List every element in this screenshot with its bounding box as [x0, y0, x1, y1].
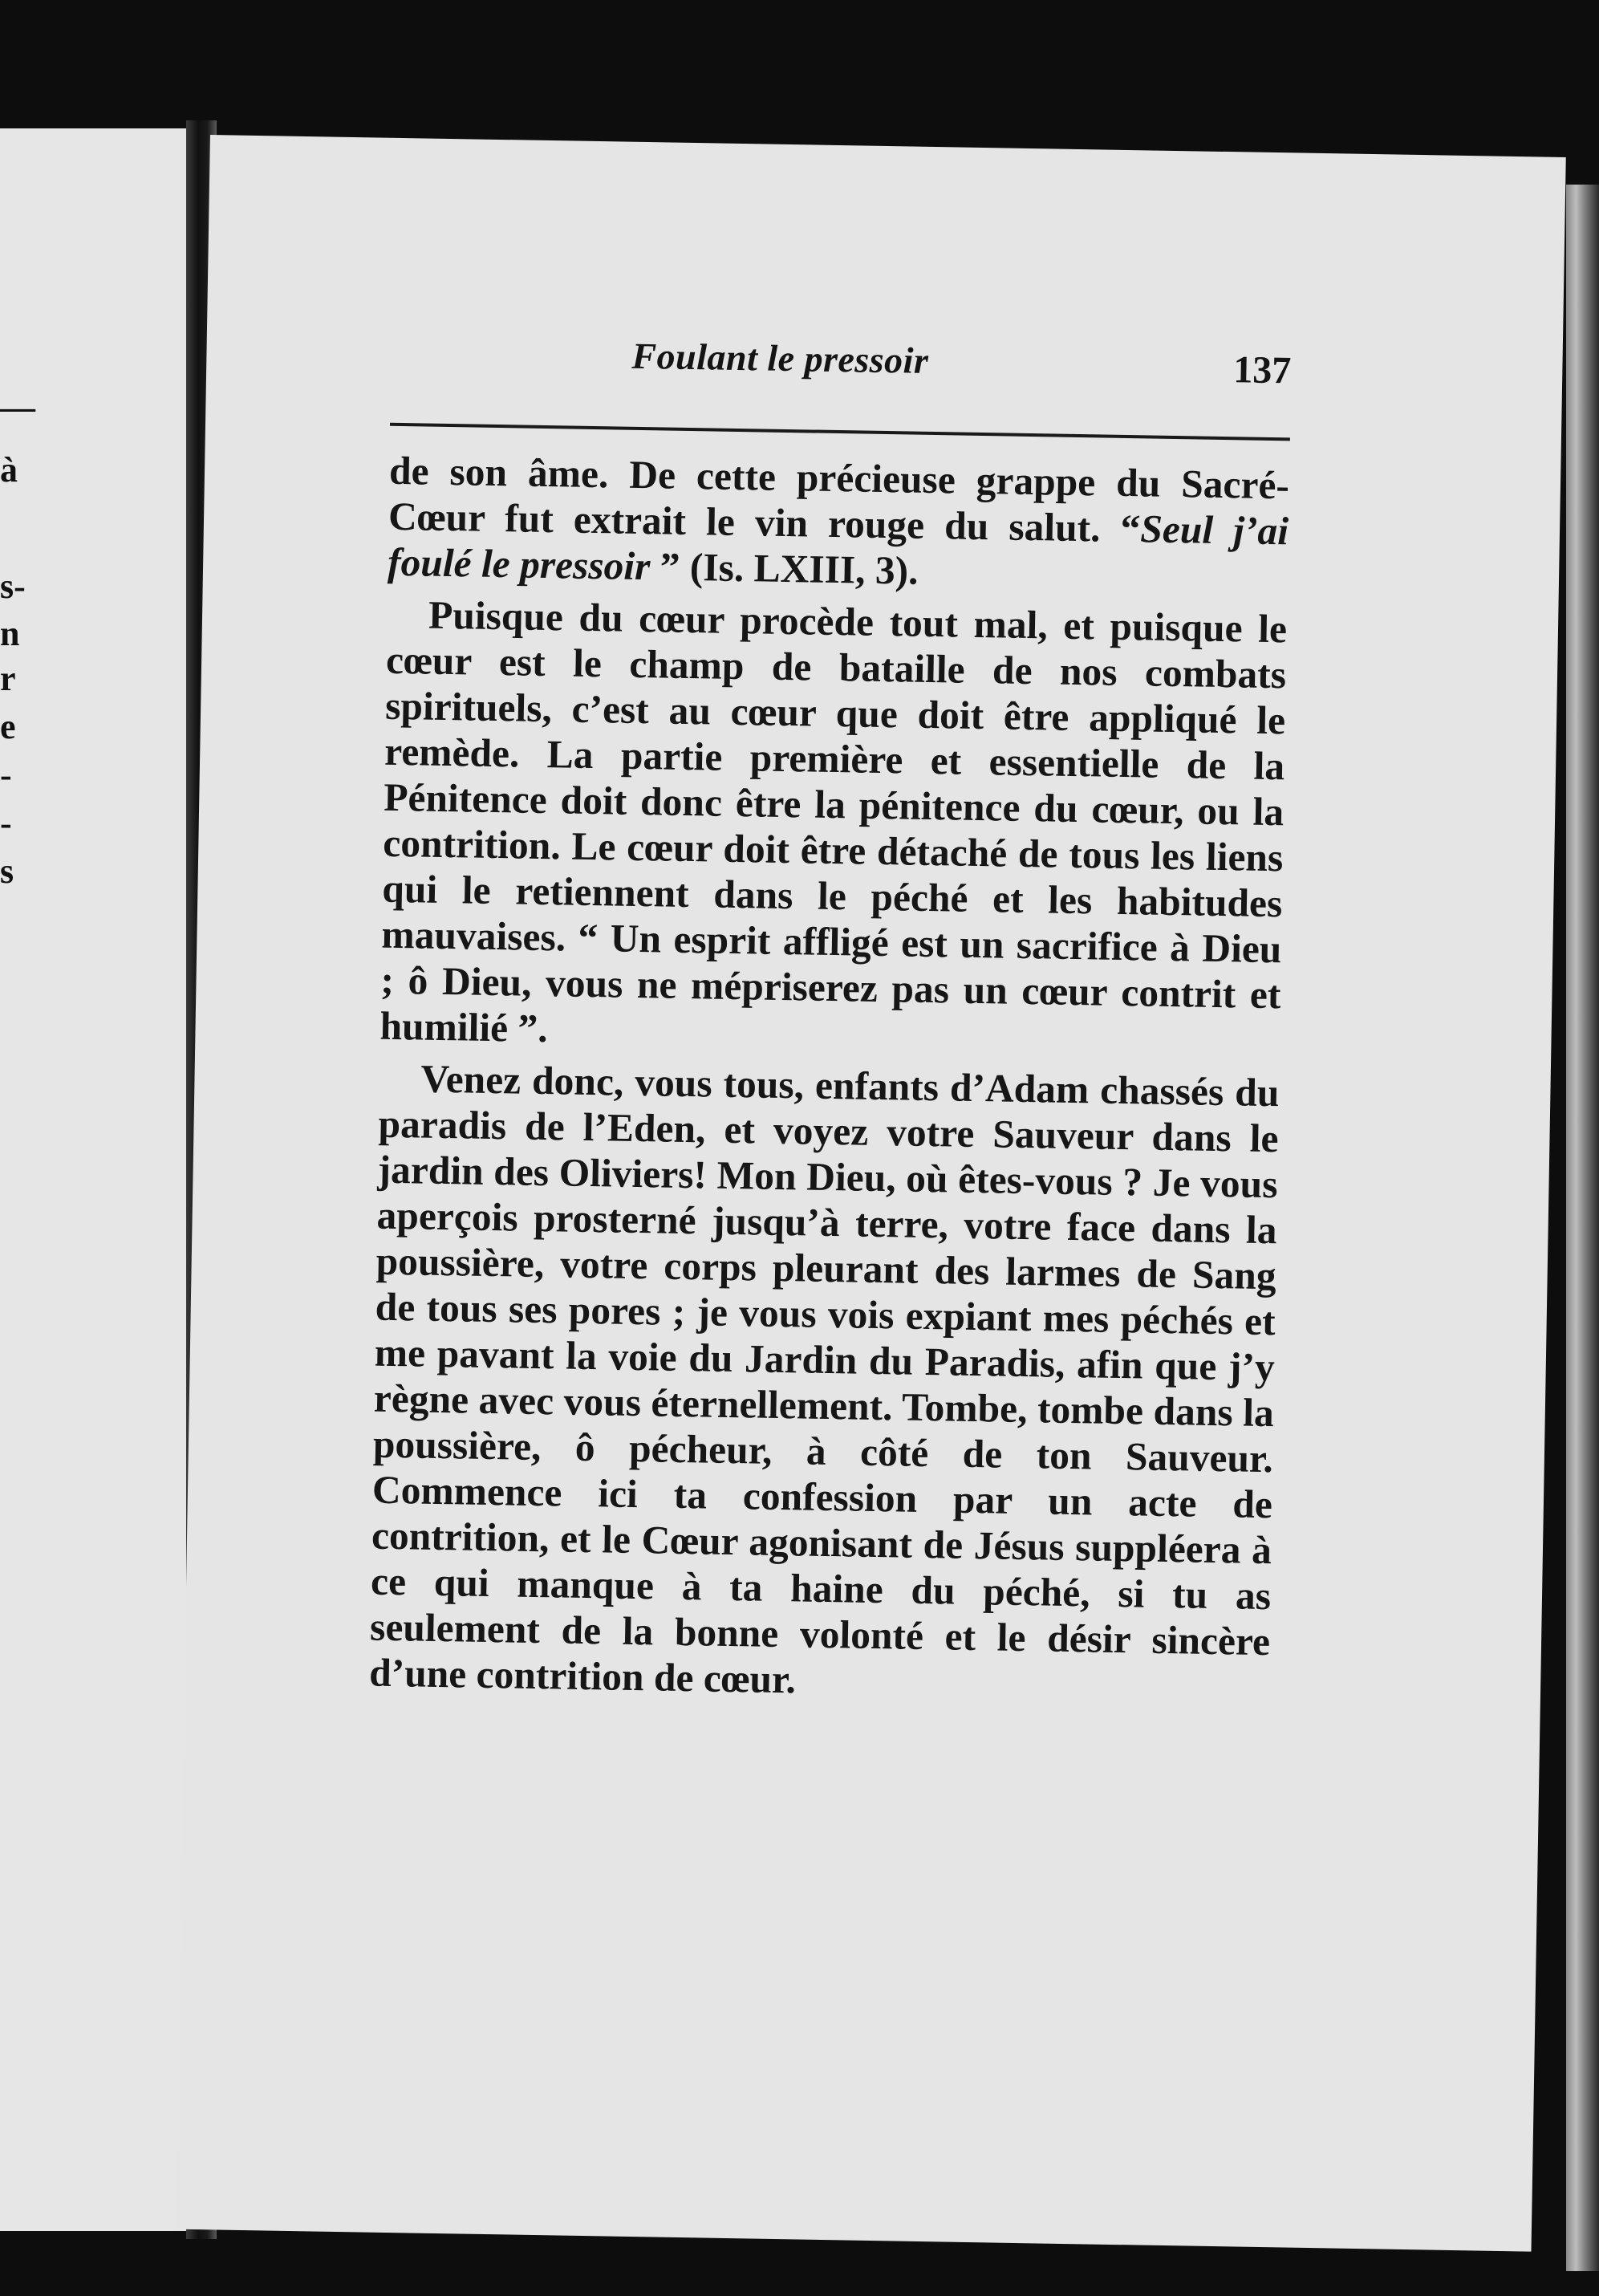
paragraph-3: Venez donc, vous tous, enfants d’Adam chassés du paradis de l’Eden, et voyez votre Sauveur dans le jardin des Oliviers! Mon Dieu, où êtes-vous ? Je vous aperçois prosterné jusqu’à terre, votre face dans la poussière, votre corps pleurant des larmes de Sang de tous ses pores ; je vous vois expiant mes péchés et me pavant la voie du Jardin du Paradis, afin que j’y règne avec vous éternellement. Tombe, tombe dans la poussière, ô pécheur, à côté de ton Sauveur. Commence ici ta confession par un acte de contrition, et le Cœur agonisant de Jésus suppléera à ce qui manque à ta haine du péché, si tu as seulement de la bonne volonté et le désir sincère d’une contrition de cœur. — [368, 1056, 1280, 1702]
left-fragment: - — [0, 755, 12, 794]
header-rule — [390, 423, 1290, 441]
paragraph-2: Puisque du cœur procède tout mal, et puisque le cœur est le champ de bataille de nos combats spirituels, c’est au cœur que doit être appliqué le remède. La partie première et essentielle de la Pénitence doit donc être la pénitence du cœur, ou la contrition. Le cœur doit être détaché de tous les liens qui le retiennent dans le péché et les habitudes mauvaises. “ Un esprit affligé est un sacrifice à Dieu ; ô Dieu, vous ne mépriserez pas un cœur contrit et humilié ”. — [379, 592, 1288, 1051]
running-title: Foulant le pressoir — [631, 335, 929, 381]
left-fragment: n — [0, 614, 20, 653]
right-page — [176, 135, 1566, 2252]
left-fragment: s- — [0, 567, 26, 606]
paragraph-1-text-b: ” (Is. LXIII, 3). — [659, 544, 919, 593]
paragraph-1 — [388, 448, 1290, 600]
running-head — [391, 331, 1292, 402]
left-fragment: — — [0, 388, 35, 427]
left-fragment: à — [0, 450, 18, 490]
paragraph-1-italic-quote: Seul j’ai foulé le pressoir — [387, 506, 1289, 589]
right-page-edge — [1566, 185, 1599, 2271]
paragraph-1-text-a: de son âme. De cette précieuse grappe du Sacré-Cœur fut extrait le vin rouge du salut. “ — [388, 448, 1290, 551]
left-fragment: s — [0, 851, 14, 891]
left-page-edge — [0, 128, 186, 2231]
left-fragment: - — [0, 803, 12, 843]
left-fragment: r — [0, 659, 16, 698]
left-fragment: e — [0, 707, 16, 746]
body-text — [369, 448, 1290, 1710]
page-number: 137 — [1232, 348, 1292, 392]
